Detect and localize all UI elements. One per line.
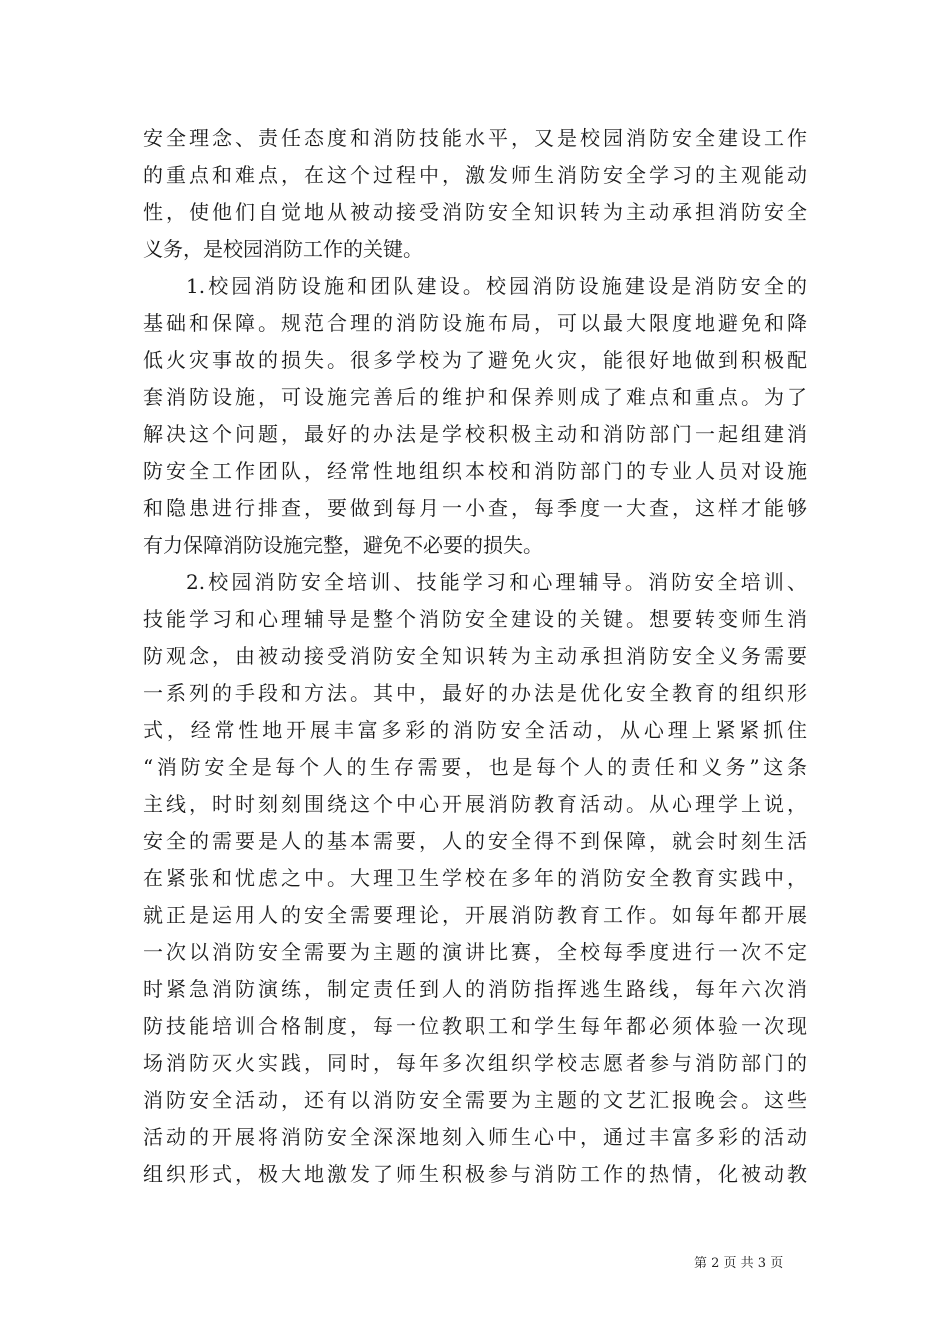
text-line: 场消防灭火实践，同时，每年多次组织学校志愿者参与消防部门的: [143, 1051, 807, 1075]
text-line: 安全的需要是人的基本需要，人的安全得不到保障，就会时刻生活: [143, 829, 807, 853]
paragraph-1: [143, 268, 807, 564]
text-line: 安全理念、责任态度和消防技能水平，又是校园消防安全建设工作: [143, 126, 807, 150]
text-line: 就正是运用人的安全需要理论，开展消防教育工作。如每年都开展: [143, 903, 807, 927]
text-line: 和隐患进行排查，要做到每月一小查，每季度一大查，这样才能够: [143, 496, 807, 520]
text-line: 一次以消防安全需要为主题的演讲比赛，全校每季度进行一次不定: [143, 940, 807, 964]
text-line: 防观念，由被动接受消防安全知识转为主动承担消防安全义务需要: [143, 644, 807, 668]
text-line: 主线，时时刻刻围绕这个中心开展消防教育活动。从心理学上说，: [143, 792, 807, 816]
text-line: 义务，是校园消防工作的关键。: [143, 237, 423, 261]
text-line: 2.校园消防安全培训、技能学习和心理辅导。消防安全培训、: [186, 570, 807, 594]
text-line: 1.校园消防设施和团队建设。校园消防设施建设是消防安全的: [186, 274, 807, 298]
text-line: 式，经常性地开展丰富多彩的消防安全活动，从心理上紧紧抓住: [143, 718, 807, 742]
document-body: [143, 120, 807, 1193]
text-line: 防安全工作团队，经常性地组织本校和消防部门的专业人员对设施: [143, 459, 807, 483]
text-line: 的重点和难点，在这个过程中，激发师生消防安全学习的主观能动: [143, 163, 807, 187]
text-line: 时紧急消防演练，制定责任到人的消防指挥逃生路线，每年六次消: [143, 977, 807, 1001]
text-line: 低火灾事故的损失。很多学校为了避免火灾，能很好地做到积极配: [143, 348, 807, 372]
text-line: 基础和保障。规范合理的消防设施布局，可以最大限度地避免和降: [143, 311, 807, 335]
text-line: 有力保障消防设施完整，避免不必要的损失。: [143, 533, 543, 557]
paragraph-2: [143, 564, 807, 1193]
text-line: 活动的开展将消防安全深深地刻入师生心中，通过丰富多彩的活动: [143, 1125, 807, 1149]
text-line: 防技能培训合格制度，每一位教职工和学生每年都必须体验一次现: [143, 1014, 807, 1038]
text-line: 消防安全活动，还有以消防安全需要为主题的文艺汇报晚会。这些: [143, 1088, 807, 1112]
page-number-footer: 第 2 页 共 3 页: [694, 1256, 784, 1271]
text-line: “消防安全是每个人的生存需要，也是每个人的责任和义务”这条: [143, 755, 807, 779]
text-line: 性，使他们自觉地从被动接受消防安全知识转为主动承担消防安全: [143, 200, 807, 224]
paragraph-0: [143, 120, 807, 268]
text-line: 一系列的手段和方法。其中，最好的办法是优化安全教育的组织形: [143, 681, 807, 705]
text-line: 在紧张和忧虑之中。大理卫生学校在多年的消防安全教育实践中，: [143, 866, 807, 890]
text-line: 技能学习和心理辅导是整个消防安全建设的关键。想要转变师生消: [143, 607, 807, 631]
text-line: 解决这个问题，最好的办法是学校积极主动和消防部门一起组建消: [143, 422, 807, 446]
text-line: 套消防设施，可设施完善后的维护和保养则成了难点和重点。为了: [143, 385, 807, 409]
text-line: 组织形式，极大地激发了师生积极参与消防工作的热情，化被动教: [143, 1162, 807, 1186]
